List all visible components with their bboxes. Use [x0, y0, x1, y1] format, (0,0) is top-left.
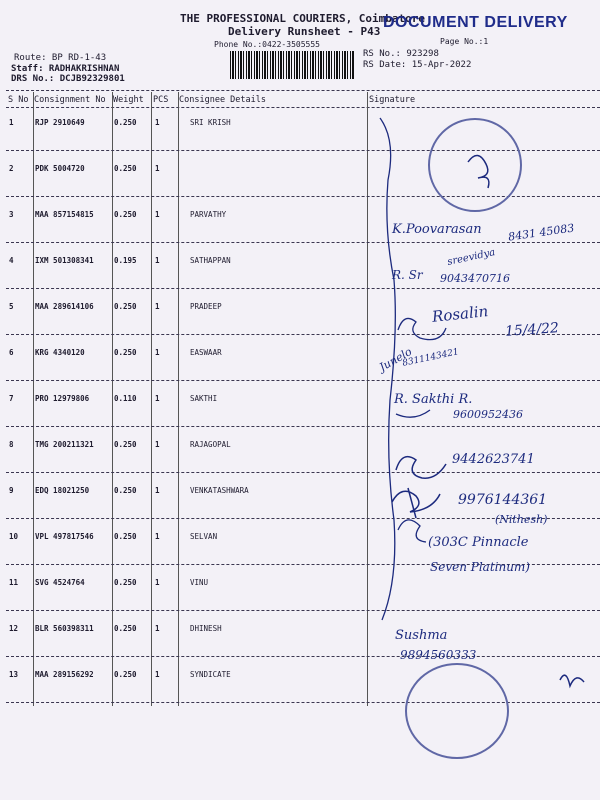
col-header-sno: S No [8, 95, 29, 105]
row-weight: 0.250 [114, 302, 137, 311]
col-header-signature: Signature [369, 95, 416, 105]
row-consignee: VINU [190, 578, 209, 587]
row-weight: 0.250 [114, 532, 137, 541]
row-consignment-no: SVG 4524764 [35, 578, 85, 587]
handwritten-phone: 9600952436 [453, 408, 523, 421]
row-sno: 11 [9, 578, 19, 587]
row-weight: 0.250 [114, 578, 137, 587]
row-sno: 3 [9, 210, 14, 219]
col-header-pcs: PCS [153, 95, 169, 105]
row-sno: 5 [9, 302, 14, 311]
row-consignee: SRI KRISH [190, 118, 231, 127]
rs-number: RS No.: 923298 [363, 49, 439, 59]
handwritten-name: sreevidya [446, 247, 497, 268]
document-delivery-stamp: DOCUMENT DELIVERY [383, 14, 568, 31]
row-sno: 1 [9, 118, 14, 127]
row-consignee: PRADEEP [190, 302, 222, 311]
row-pcs: 1 [155, 302, 160, 311]
handwritten-phone: 9894560333 [400, 648, 477, 662]
row-consignment-no: MAA 857154815 [35, 210, 94, 219]
row-consignee: EASWAAR [190, 348, 222, 357]
col-separator [33, 92, 34, 706]
row-weight: 0.250 [114, 440, 137, 449]
row-pcs: 1 [155, 578, 160, 587]
row-pcs: 1 [155, 394, 160, 403]
row-pcs: 1 [155, 670, 160, 679]
company-name: THE PROFESSIONAL COURIERS, Coimbatore [180, 12, 426, 25]
phone-number: Phone No.:0422-3505555 [214, 40, 320, 49]
col-separator [112, 92, 113, 706]
row-sno: 9 [9, 486, 14, 495]
col-separator [178, 92, 179, 706]
row-pcs: 1 [155, 118, 160, 127]
page-number: Page No.:1 [440, 37, 489, 46]
col-header-weight: Weight [113, 95, 144, 105]
row-pcs: 1 [155, 256, 160, 265]
row-sno: 12 [9, 624, 19, 633]
row-weight: 0.250 [114, 348, 137, 357]
handwritten-address: Seven Platinum) [430, 560, 530, 574]
row-sno: 4 [9, 256, 14, 265]
handwritten-phone: 8311143421 [401, 347, 460, 369]
row-weight: 0.250 [114, 670, 137, 679]
row-sno: 13 [9, 670, 19, 679]
row-weight: 0.250 [114, 164, 137, 173]
row-consignee: VENKATASHWARA [190, 486, 249, 495]
rs-date: RS Date: 15-Apr-2022 [363, 60, 472, 70]
handwritten-initials: R. Sr [392, 268, 423, 282]
row-consignment-no: EDQ 18021250 [35, 486, 90, 495]
staff: Staff: RADHAKRISHNAN [11, 64, 120, 74]
row-pcs: 1 [155, 210, 160, 219]
row-weight: 0.195 [114, 256, 137, 265]
handwritten-name: R. Sakthi R. [394, 392, 473, 407]
handwritten-name: K.Poovarasan [392, 222, 482, 237]
row-consignment-no: KRG 4340120 [35, 348, 85, 357]
row-sno: 6 [9, 348, 14, 357]
row-pcs: 1 [155, 440, 160, 449]
row-consignment-no: VPL 497817546 [35, 532, 94, 541]
row-weight: 0.250 [114, 486, 137, 495]
row-consignee: SELVAN [190, 532, 218, 541]
drs-number: DRS No.: DCJB92329801 [11, 74, 125, 84]
row-consignee: SATHAPPAN [190, 256, 231, 265]
row-sno: 8 [9, 440, 14, 449]
barcode [230, 51, 355, 79]
row-consignment-no: TMG 200211321 [35, 440, 94, 449]
row-weight: 0.250 [114, 118, 137, 127]
handwritten-date: 15/4/22 [504, 320, 560, 340]
row-consignee: PARVATHY [190, 210, 227, 219]
row-consignment-no: BLR 560398311 [35, 624, 94, 633]
handwritten-name: (Nithesh) [495, 513, 548, 526]
row-consignee: SYNDICATE [190, 670, 231, 679]
row-sno: 7 [9, 394, 14, 403]
row-consignment-no: MAA 289614106 [35, 302, 94, 311]
row-consignment-no: IXM 501308341 [35, 256, 94, 265]
row-sno: 2 [9, 164, 14, 173]
row-consignee: DHINESH [190, 624, 222, 633]
handwritten-address: (303C Pinnacle [428, 535, 529, 550]
handwritten-name: Rosalin [431, 302, 490, 326]
handwritten-phone: 8431 45083 [507, 221, 576, 244]
row-consignment-no: PDK 5004720 [35, 164, 85, 173]
route: Route: BP RD-1-43 [14, 53, 107, 63]
row-weight: 0.250 [114, 210, 137, 219]
handwritten-phone: 9043470716 [440, 272, 510, 285]
row-sno: 10 [9, 532, 19, 541]
runsheet-title: Delivery Runsheet - P43 [228, 25, 381, 38]
row-pcs: 1 [155, 532, 160, 541]
handwritten-phone: 9976144361 [458, 492, 548, 508]
handwritten-phone: 9442623741 [452, 452, 535, 467]
row-consignee: RAJAGOPAL [190, 440, 231, 449]
row-pcs: 1 [155, 164, 160, 173]
handwritten-name: Sushma [395, 628, 448, 643]
handwritten-name: Junelo [377, 345, 415, 374]
row-pcs: 1 [155, 348, 160, 357]
row-pcs: 1 [155, 624, 160, 633]
header-top-rule [6, 90, 600, 91]
row-consignment-no: RJP 2910649 [35, 118, 85, 127]
col-separator [151, 92, 152, 706]
row-pcs: 1 [155, 486, 160, 495]
col-header-consignee: Consignee Details [179, 95, 266, 105]
row-consignee: SAKTHI [190, 394, 218, 403]
company-seal [405, 663, 509, 759]
sri-krishna-seal [428, 118, 522, 212]
col-header-consignment: Consignment No [34, 95, 106, 105]
row-consignment-no: PRO 12979806 [35, 394, 90, 403]
row-consignment-no: MAA 289156292 [35, 670, 94, 679]
row-weight: 0.110 [114, 394, 137, 403]
row-weight: 0.250 [114, 624, 137, 633]
